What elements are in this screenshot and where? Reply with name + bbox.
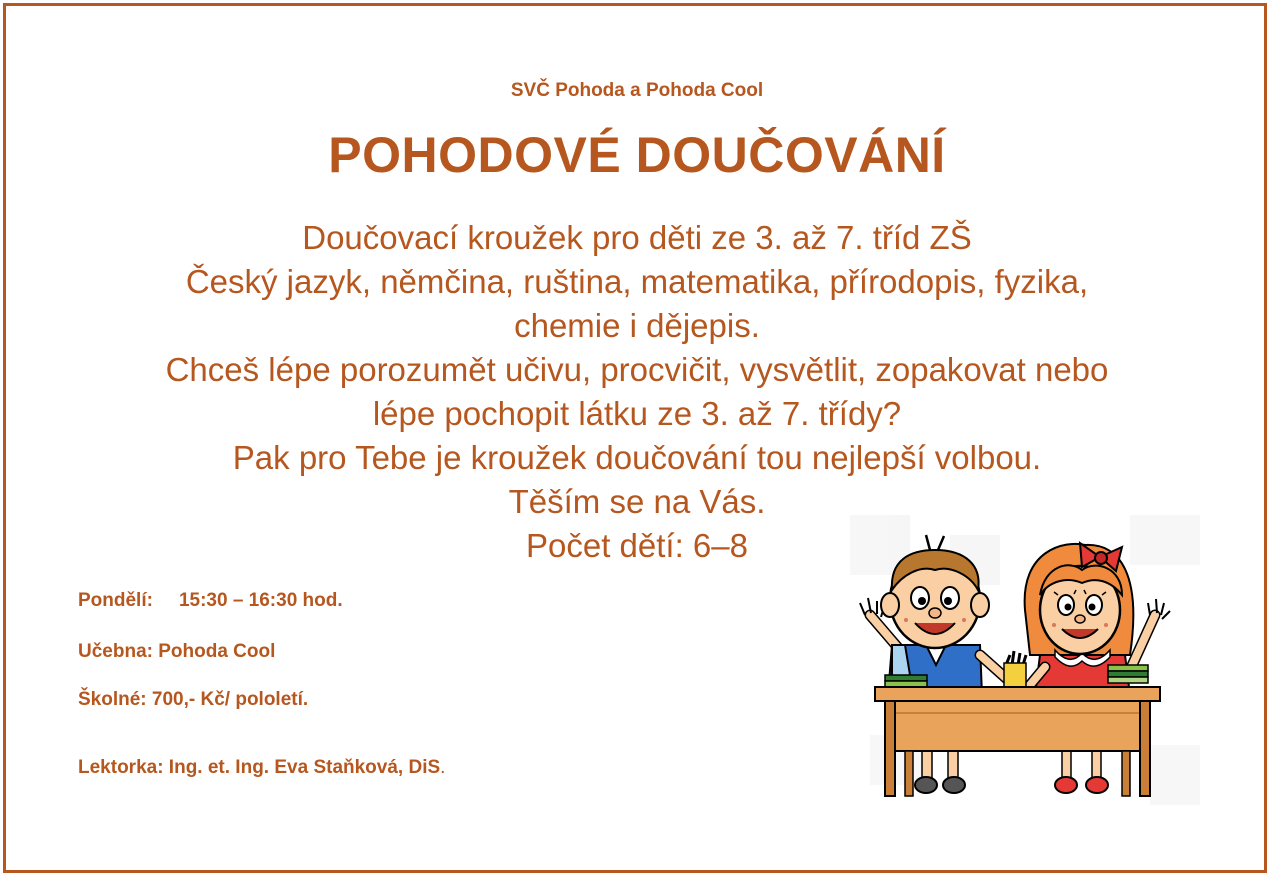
- day-label: Pondělí:: [78, 590, 153, 611]
- page-title: POHODOVÉ DOUČOVÁNÍ: [328, 127, 946, 183]
- lecturer-suffix: .: [440, 757, 446, 778]
- schedule-line: [78, 590, 343, 612]
- description-line: Doučovací kroužek pro děti ze 3. až 7. tříd ZŠ: [302, 219, 972, 256]
- description-line: Pak pro Tebe je kroužek doučování tou nejlepší volbou.: [232, 439, 1042, 476]
- description-line: lépe pochopit látku ze 3. až 7. třídy?: [372, 395, 902, 432]
- kids-at-desk-illustration: [830, 495, 1230, 835]
- room-line: Učebna: Pohoda Cool: [78, 641, 276, 662]
- description-line: Těším se na Vás.: [508, 483, 766, 520]
- description-line: Chceš lépe porozumět učivu, procvičit, vysvětlit, zopakovat nebo: [165, 351, 1109, 388]
- description-line: Počet dětí: 6–8: [526, 527, 748, 564]
- description-line: Český jazyk, němčina, ruština, matematika, přírodopis, fyzika,: [185, 263, 1089, 300]
- lecturer-line: [78, 757, 445, 779]
- time-value: 15:30 – 16:30 hod.: [178, 590, 343, 611]
- description-line: chemie i dějepis.: [514, 307, 760, 344]
- fee-line: Školné: 700,- Kč/ pololetí.: [78, 689, 309, 710]
- lecturer-name: Lektorka: Ing. et. Ing. Eva Staňková, DiS: [78, 757, 441, 778]
- organization-name: SVČ Pohoda a Pohoda Cool: [510, 80, 764, 101]
